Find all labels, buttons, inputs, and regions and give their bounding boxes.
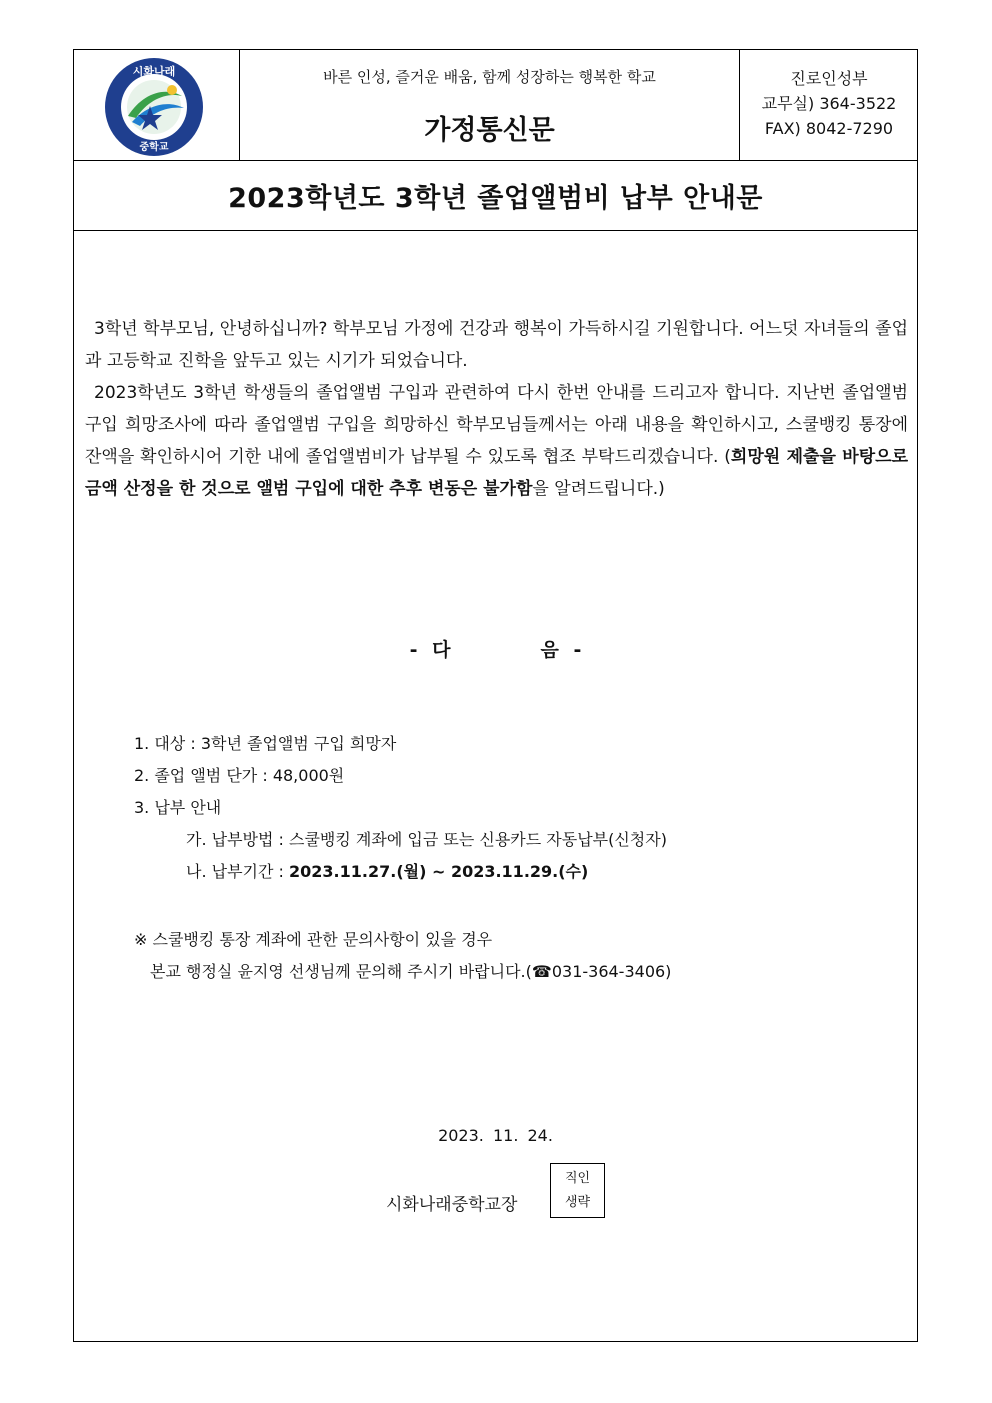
school-emblem-icon [102,56,206,158]
emblem-top-text: 시화나래 [132,65,176,78]
body-paragraph-2-tail: 을 알려드립니다.) [532,479,665,499]
inquiry-notice [134,924,671,988]
body-paragraph-2 [85,377,908,505]
contact-phone: 031-364-3406 [551,962,666,981]
header-table [74,50,917,161]
seal-line-1: 직인 [564,1171,591,1186]
fax-number: FAX) 8042-7290 [764,119,894,138]
list-item: 2. 졸업 앨범 단가 : 48,000원 [134,766,345,785]
document-title-row [74,161,917,231]
notice-line-2: 본교 행정실 윤지영 선생님께 문의해 주시기 바랍니다.(☎031-364-3406) [150,962,672,981]
issue-date: 2023. 11. 24. [438,1126,553,1145]
principal-signature: 시화나래중학교장 [386,1195,518,1215]
school-motto: 바른 인성, 즐거운 배움, 함께 성장하는 행복한 학교 [323,68,656,86]
body-paragraph-2-emphasis: 희망원 제출을 바탕으로 금액 산정을 한 것으로 앨범 구입에 대한 추후 변동은 불가함 [85,447,908,499]
header-center-cell [240,50,740,160]
newsletter-title: 가정통신문 [424,115,555,146]
da-eum-dash-right: - [573,639,582,661]
letter-body [85,313,908,505]
notice-line-2-text: 본교 행정실 윤지영 선생님께 문의해 주시기 바랍니다. [150,962,526,981]
payment-method: 가. 납부방법 : 스쿨뱅킹 계좌에 입금 또는 신용카드 자동납부(신청자) [186,830,667,849]
da-eum-dash-left: - [409,639,418,661]
document-frame [73,49,918,1342]
payment-period-label: 나. 납부기간 : [186,862,290,881]
details-list [134,728,667,888]
da-eum-heading [74,635,917,662]
official-seal-box [550,1163,605,1218]
payment-period [134,856,667,888]
seal-line-2: 생략 [564,1195,591,1210]
da-eum-char-2: 음 [540,639,559,661]
emblem-bottom-text: 중학교 [139,142,169,153]
department-name: 진로인성부 [790,69,868,88]
logo-cell [74,50,240,160]
body-paragraph-2-lead: 2023학년도 3학년 학생들의 졸업앨범 구입과 관련하여 다시 한번 안내를 드리고자 합니다. 지난번 졸업앨범 구입 희망조사에 따라 졸업앨범 구입을 희망하신 학부모님들께서는 아래 내용을 확인하시고, 스쿨뱅킹 통장에 잔액을 확인하시어 기한 내에 졸업앨범비가 납부될 수 있도록 협조 부탁드리겠습니다. ( [85,383,908,467]
header-contact-cell [740,50,918,160]
document-title: 2023학년도 3학년 졸업앨범비 납부 안내문 [228,183,763,214]
office-phone: 교무실) 364-3522 [761,94,897,113]
phone-icon: ☎ [531,962,552,981]
list-item: 1. 대상 : 3학년 졸업앨범 구입 희망자 [134,734,397,753]
notice-line-1: ※ 스쿨뱅킹 통장 계좌에 관한 문의사항이 있을 경우 [134,930,493,949]
body-paragraph-1: 3학년 학부모님, 안녕하십니까? 학부모님 가정에 건강과 행복이 가득하시길 기원합니다. 어느덧 자녀들의 졸업과 고등학교 진학을 앞두고 있는 시기가 되었습니다. [85,319,908,371]
payment-period-value: 2023.11.27.(월) ~ 2023.11.29.(수) [289,862,589,881]
list-item: 3. 납부 안내 [134,798,222,817]
da-eum-char-1: 다 [432,639,451,661]
